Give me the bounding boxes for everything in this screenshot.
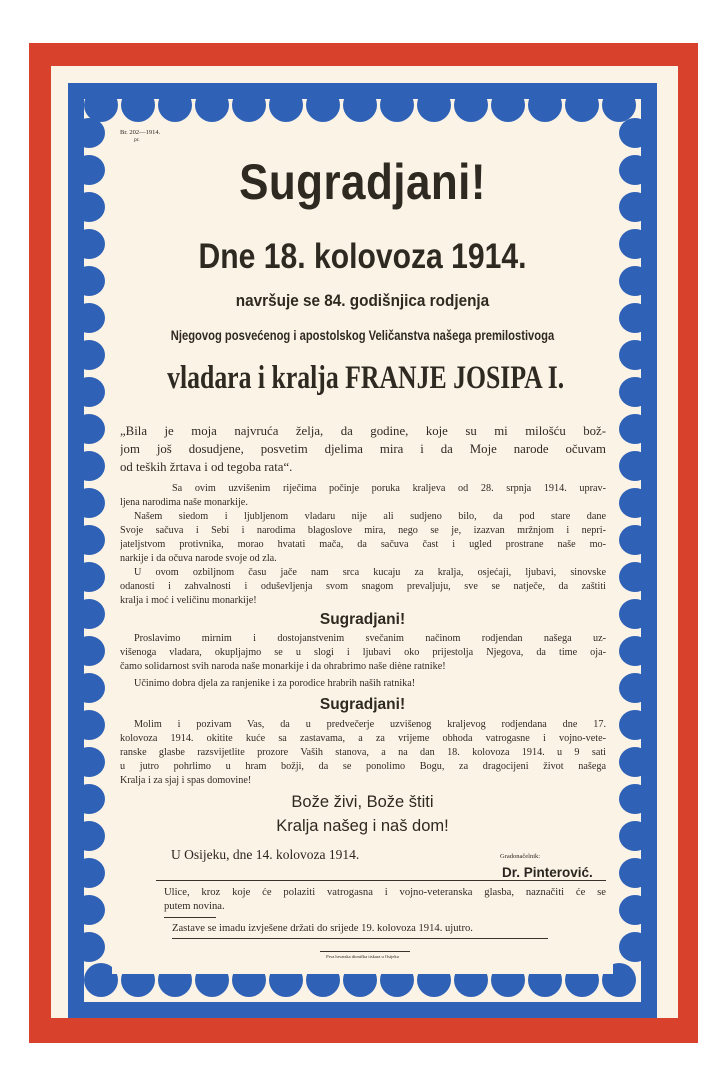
scallop-shape (306, 88, 340, 122)
blessing-line-2: Kralja našeg i naš dom! (276, 817, 449, 835)
scallop-shape (84, 88, 118, 122)
anniversary-line: navršuje se 84. godišnjica rodjenja (235, 291, 490, 310)
scallop-shape (619, 414, 651, 444)
scallop-shape (619, 303, 651, 333)
scallop-shape (343, 88, 377, 122)
ruler-line: vladara i kralja FRANJE JOSIPA I. (167, 360, 565, 396)
scallop-shape (73, 710, 105, 740)
scallop-shape (619, 895, 651, 925)
scallop-shape (565, 88, 599, 122)
footnote-last: Zastave se imadu izvješene držati do srijede 19. kolovoza 1914. ujutro. (172, 923, 473, 934)
paragraph-line: kralja i moć i veličinu monarkije! (120, 595, 257, 606)
quote-line: od teških žrtava i od tegoba rata“. (120, 460, 293, 474)
scallop-shape (619, 599, 651, 629)
scallop-shape (619, 636, 651, 666)
scallop-shape (619, 525, 651, 555)
scallop-shape (73, 229, 105, 259)
scallop-shape (619, 155, 651, 185)
paragraph-line: Molim i pozivam Vas, da u predvečerje uzvišenog kraljevog rodjendana dne 17. (134, 719, 606, 730)
paragraph-line: narkije i da očuva narode svoje od zla. (120, 553, 277, 564)
scallop-shape (619, 710, 651, 740)
scallop-shape (73, 340, 105, 370)
scallop-shape (73, 488, 105, 518)
paragraph-line: U ovom ozbiljnom času jače nam srca kucaju za kralja, osjećaji, ljubavi, sinovske (134, 567, 606, 578)
scallop-shape (619, 340, 651, 370)
footnote-line: putem novina. (164, 901, 225, 912)
scallop-shape (73, 747, 105, 777)
scallop-shape (73, 562, 105, 592)
reference-number: Br. 202—1914. (120, 129, 161, 136)
scallop-shape (73, 599, 105, 629)
scallop-shape (121, 88, 155, 122)
paragraph-line: Našem siedom i ljubljenom vladaru nije ali sudjeno bilo, da pod stare dane (134, 511, 606, 522)
paragraph-line: čamo solidarnost svih naroda naše monarkije i da ohrabrimo naše diène ratnike! (120, 661, 446, 672)
scallop-shape (73, 414, 105, 444)
quote-line: jom još dosudjene, posvetim djelima mira i da Moje narode očuvam (120, 442, 606, 456)
paragraph-line: Učinimo dobra djela za ranjenike i za porodice hrabrih naših ratnika! (134, 678, 416, 689)
paragraph-line: Svoje sačuva i Sebi i narodima blagoslove mira, nego se je, izazvan mržnjom i nepri- (120, 525, 606, 536)
blessing-line-1: Bože živi, Bože štiti (291, 793, 434, 811)
scallop-shape (73, 192, 105, 222)
mayor-signature: Dr. Pinterović. (502, 865, 593, 880)
paragraph-line: u jutro pohrlimo u hram božji, da se ponolimo Bogu, za dragocijeni život našega (120, 761, 606, 772)
scallop-shape (73, 118, 105, 148)
place-date: U Osijeku, dne 14. kolovoza 1914. (171, 847, 360, 862)
date-line: Dne 18. kolovoza 1914. (198, 237, 527, 276)
scallop-shape (619, 858, 651, 888)
scallop-shape (380, 88, 414, 122)
scallop-shape (73, 451, 105, 481)
paragraph-line: Proslavimo mirnim i dostojanstvenim svečanim načinom rodjendan našega uz- (134, 633, 606, 644)
scallop-shape (619, 673, 651, 703)
quote-line: „Bila je moja najvruća želja, da godine, koje su mi milošću bož- (120, 424, 606, 438)
majesty-line: Njegovog posvećenog i apostolskog Veličanstva našega premilostivoga (170, 327, 555, 343)
footnote-bottom-rule (172, 938, 548, 939)
scallop-shape (73, 377, 105, 407)
printer-imprint: Prva hrvatska dionička tiskara u Osijeku (326, 954, 399, 959)
scallop-shape (73, 821, 105, 851)
printer-rule (320, 951, 410, 952)
scallop-shape (528, 88, 562, 122)
scallop-shape (619, 488, 651, 518)
scallop-shape (491, 88, 525, 122)
subheading-2: Sugradjani! (319, 696, 406, 713)
paragraph-line: višenoga vladara, okupljajmo se u slogi i ljubavi oko prijestolja Njegova, da time oja- (120, 647, 606, 658)
footnote-line: Ulice, kroz koje će polaziti vatrogasna i vojno-veteranska glasba, naznačiti će se (164, 887, 606, 898)
paragraph-line: odanosti i zahvalnosti i oduševljenja svom snagom prevaljuju, sve se natječe, da zaštiti (120, 581, 606, 592)
scallop-shape (619, 562, 651, 592)
scallop-shape (619, 932, 651, 962)
paragraph-line: Sa ovim uzvišenim riječima počinje poruka kraljeva od 28. srpnja 1914. uprav- (172, 483, 606, 494)
scallop-shape (73, 784, 105, 814)
scallop-shape (619, 266, 651, 296)
paragraph-line: ljena narodima naše monarkije. (120, 497, 248, 508)
scallop-shape (619, 784, 651, 814)
scallop-shape (619, 118, 651, 148)
scallop-shape (619, 747, 651, 777)
poster-text-area (112, 127, 613, 974)
scallop-shape (454, 88, 488, 122)
scallop-shape (619, 821, 651, 851)
scallop-shape (232, 88, 266, 122)
scallop-shape (619, 229, 651, 259)
headline: Sugradjani! (239, 154, 486, 210)
footnote-underline (164, 917, 216, 918)
paragraph-line: kolovoza 1914. okitite kuće sa zastavama, a za vrijeme obhoda vatrogasne i vojno-vete- (120, 733, 606, 744)
scallop-shape (73, 636, 105, 666)
reference-sub: pr. (134, 137, 140, 143)
paragraph-line: ranske glasbe razsvijetlite prozore Vaših stanova, a na dan 18. kolovoza 1914. u 9 sati (120, 747, 606, 758)
subheading-1: Sugradjani! (319, 611, 406, 628)
paragraph-line: jateljstvom protivnika, morao hvatati mača, da sačuva čast i ugled prostrane naše mo- (120, 539, 606, 550)
scallop-shape (73, 303, 105, 333)
scallop-shape (73, 858, 105, 888)
scallop-shape (602, 88, 636, 122)
scallop-shape (269, 88, 303, 122)
scallop-shape (195, 88, 229, 122)
scallop-shape (73, 673, 105, 703)
mayor-title: Gradonačelnik: (500, 853, 541, 860)
scallop-shape (417, 88, 451, 122)
scallop-shape (158, 88, 192, 122)
footnote-top-rule (156, 880, 606, 881)
scallop-shape (73, 932, 105, 962)
scallop-shape (619, 192, 651, 222)
paragraph-line: Kralja i za sjaj i spas domovine! (120, 775, 252, 786)
scallop-shape (73, 266, 105, 296)
scallop-shape (619, 451, 651, 481)
scallop-shape (619, 377, 651, 407)
scallop-shape (73, 155, 105, 185)
scallop-shape (73, 895, 105, 925)
scallop-shape (73, 525, 105, 555)
